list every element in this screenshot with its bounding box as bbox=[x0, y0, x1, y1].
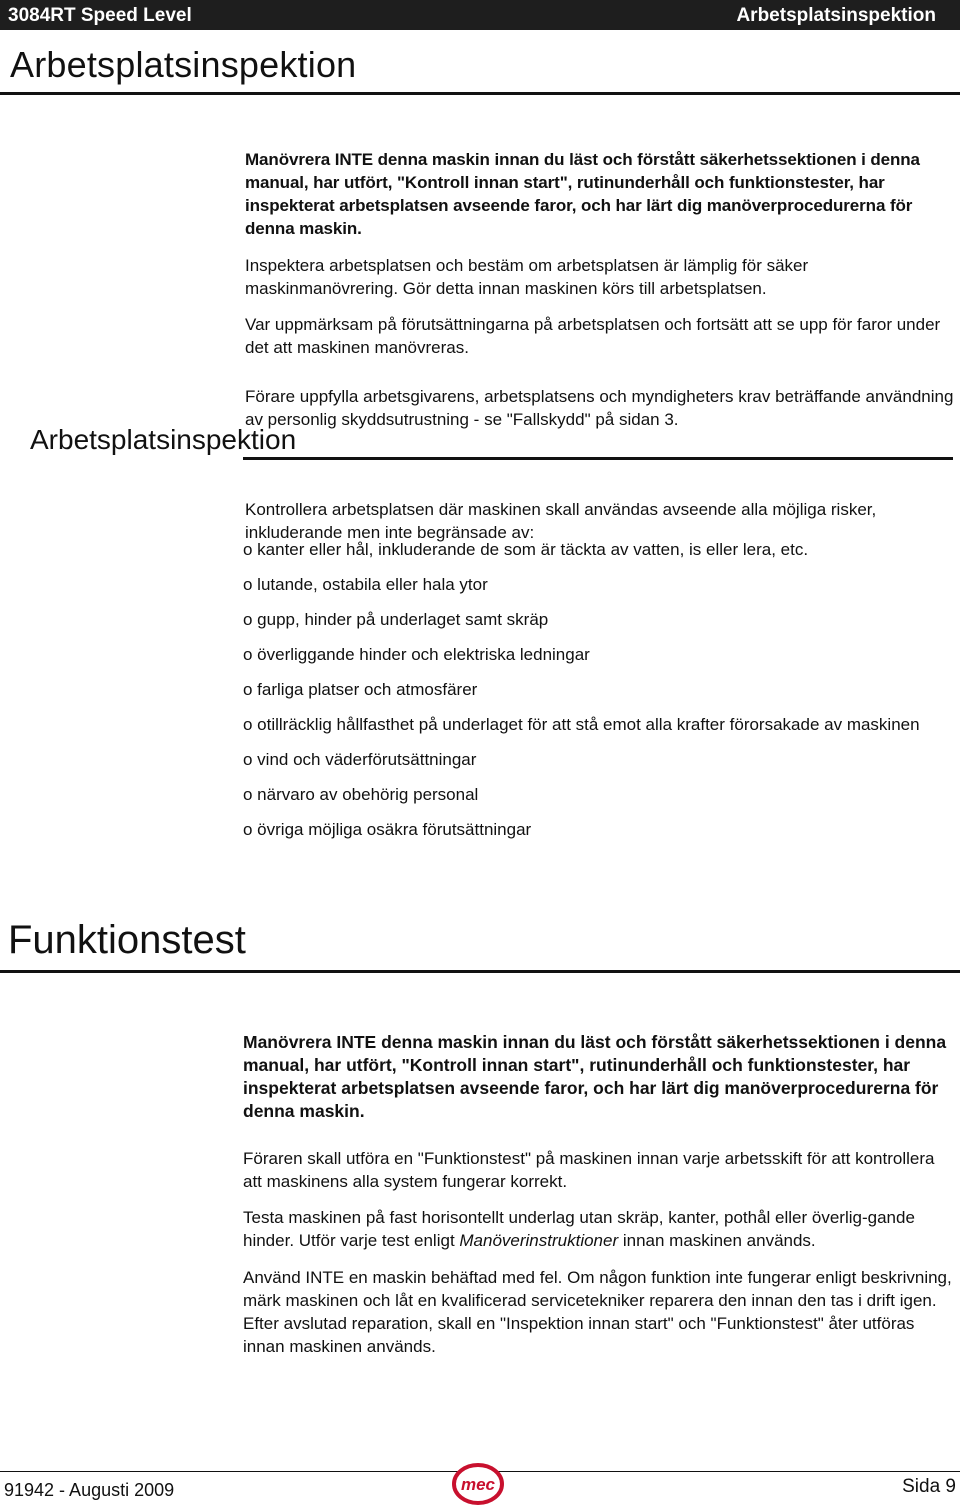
inspection-warning: Manövrera INTE denna maskin innan du läst och förstått säkerhetssektionen i denna manual, har utfört, "Kontroll innan start", rutinunderhåll och funktionstester, har inspekterat arbetsplatsen avseende faror, och har lärt dig manöverprocedurerna för denna maskin. bbox=[245, 150, 920, 238]
side-heading-divider bbox=[243, 457, 953, 460]
side-heading: Arbetsplatsinspektion bbox=[30, 424, 297, 455]
function-test-paragraph-2 bbox=[243, 1206, 955, 1252]
function-test-title: Funktionstest bbox=[8, 918, 246, 962]
inspection-paragraph-2: Var uppmärksam på förutsättningarna på arbetsplatsen och fortsätt att se upp för faror under det att maskinen manövreras. bbox=[245, 315, 941, 357]
function-test-paragraph-1: Föraren skall utföra en "Funktionstest" på maskinen innan varje arbetsskift för att kontrollera att maskinens alla system fungerar korrekt. bbox=[243, 1149, 935, 1191]
list-item: o närvaro av obehörig personal bbox=[243, 785, 479, 804]
footer-doc-number: 91942 - Augusti 2009 bbox=[4, 1480, 175, 1500]
mec-logo bbox=[452, 1462, 504, 1506]
list-item: o övriga möjliga osäkra förutsättningar bbox=[243, 820, 532, 839]
list-item: o gupp, hinder på underlaget samt skräp bbox=[243, 610, 549, 629]
page-title: Arbetsplatsinspektion bbox=[10, 44, 357, 85]
list-item: o lutande, ostabila eller hala ytor bbox=[243, 575, 488, 594]
header-section: Arbetsplatsinspektion bbox=[736, 5, 936, 26]
function-test-warning: Manövrera INTE denna maskin innan du läst och förstått säkerhetssektionen i denna manual, har utfört, "Kontroll innan start", rutinunderhåll och funktionstester, har inspekterat arbetsplatsen avseende faror, och har lärt dig manöverprocedurerna för denna maskin. bbox=[243, 1031, 947, 1121]
title-divider bbox=[0, 92, 960, 95]
header-model: 3084RT Speed Level bbox=[8, 5, 192, 26]
header-bar bbox=[0, 0, 960, 30]
list-item: o otillräcklig hållfasthet på underlaget för att stå emot alla krafter förorsakade av maskinen bbox=[243, 715, 920, 734]
inspection-paragraph-1: Inspektera arbetsplatsen och bestäm om arbetsplatsen är lämplig för säker maskinmanövrering. Gör detta innan maskinen körs till arbetsplatsen. bbox=[245, 256, 809, 298]
function-test-p2-start: Testa maskinen på fast horisontellt underlag utan skräp, kanter, pothål eller överlig-gande hinder. Utför varje test enligt bbox=[243, 1208, 915, 1250]
list-item: o överliggande hinder och elektriska ledningar bbox=[243, 645, 590, 664]
function-test-paragraph-3: Använd INTE en maskin behäftad med fel. Om någon funktion inte fungerar enligt beskrivning, märk maskinen och låt en kvalificerad servicetekniker reparera den innan den tas i drift igen. Efter avslutad reparation, skall en "Inspektion innan start" och "Funktionstest" åter utföras innan maskinen används. bbox=[243, 1268, 952, 1356]
logo-text: mec bbox=[460, 1475, 496, 1494]
function-test-divider bbox=[0, 970, 960, 973]
list-item: o vind och väderförutsättningar bbox=[243, 750, 477, 769]
hazard-list bbox=[243, 538, 955, 853]
list-item: o kanter eller hål, inkluderande de som är täckta av vatten, is eller lera, etc. bbox=[243, 540, 809, 559]
page-number: Sida 9 bbox=[902, 1476, 956, 1497]
inspection-paragraph-3: Förare uppfylla arbetsgivarens, arbetsplatsens och myndigheters krav beträffande användning av personlig skyddsutrustning - se "Fallskydd" på sidan 3. bbox=[245, 387, 954, 429]
function-test-p2-end: innan maskinen används. bbox=[618, 1231, 816, 1250]
hazards-intro: Kontrollera arbetsplatsen där maskinen skall användas avseende alla möjliga risker, inkluderande men inte begränsade av: bbox=[245, 500, 877, 542]
list-item: o farliga platser och atmosfärer bbox=[243, 680, 478, 699]
function-test-p2-italic: Manöverinstruktioner bbox=[459, 1231, 619, 1250]
